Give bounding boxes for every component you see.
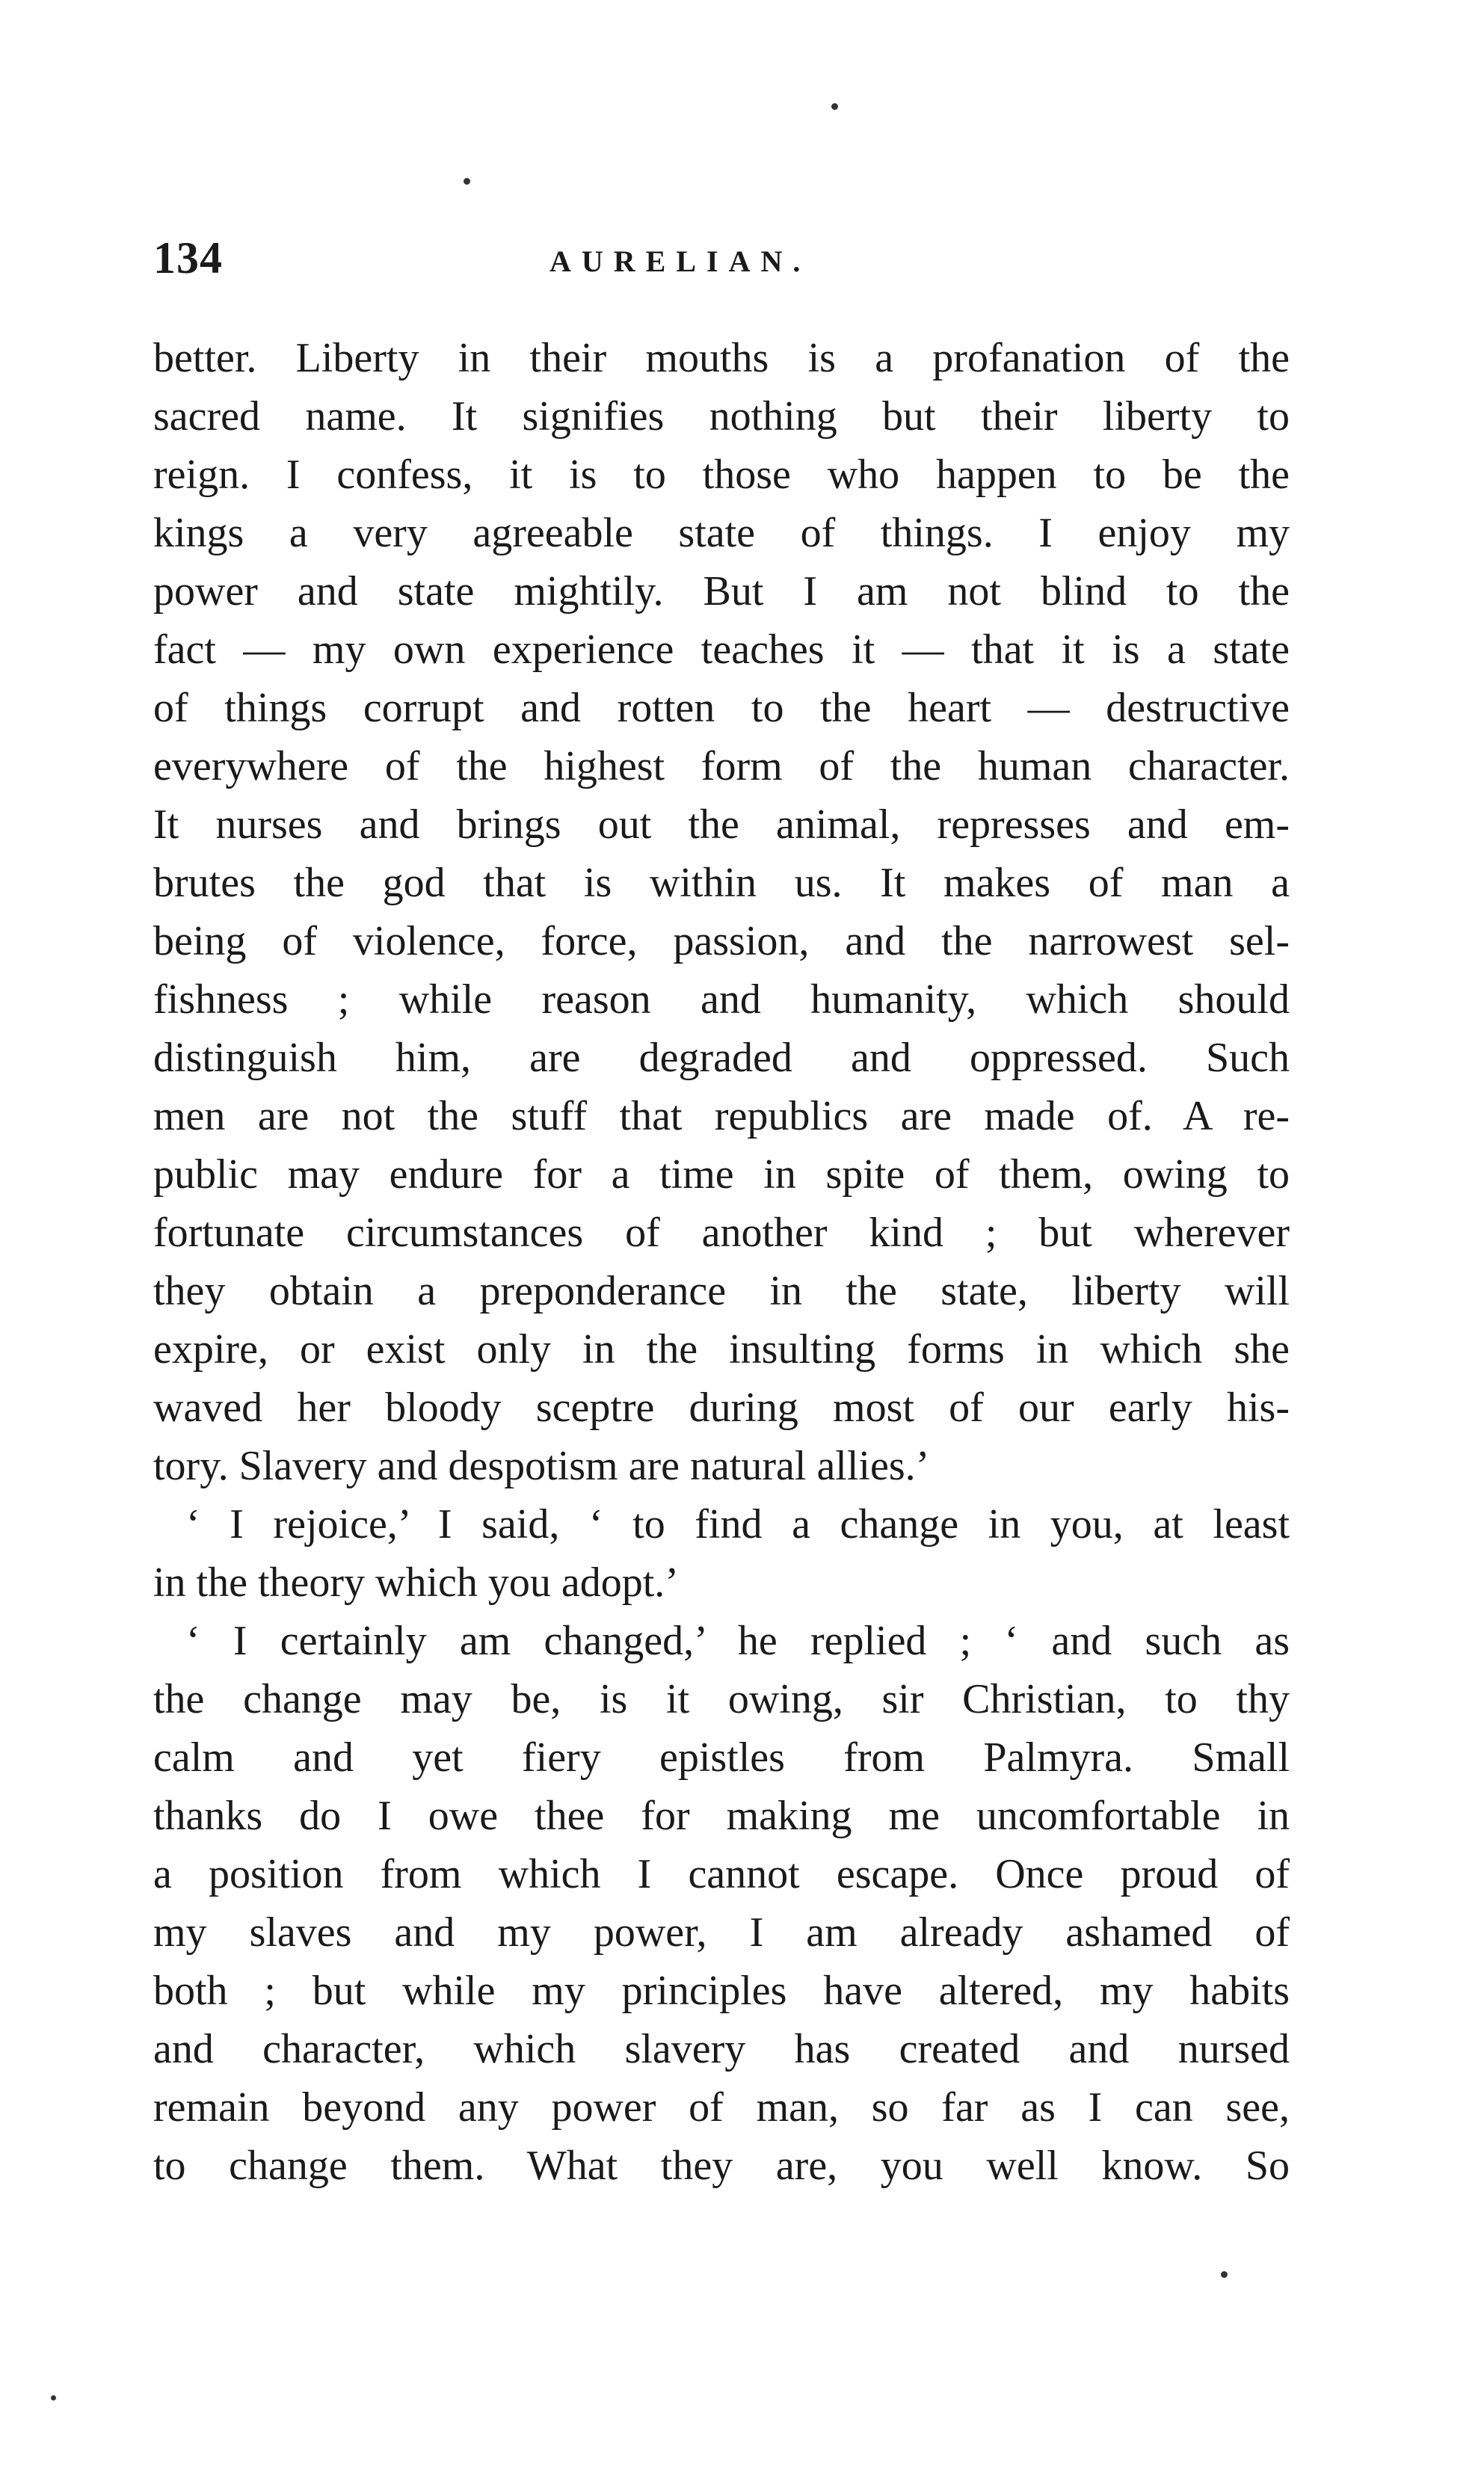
text-line: ‘ I certainly am changed,’ he replied ; ‘ and such as: [186, 1618, 1290, 1664]
text-line: they obtain a preponderance in the state, liberty will: [153, 1268, 1290, 1314]
text-line: sacred name. It signifies nothing but their liberty to: [153, 393, 1290, 440]
page-number: 134: [153, 233, 223, 283]
text-line: being of violence, force, passion, and the narrowest sel-: [153, 918, 1290, 964]
text-line: fishness ; while reason and humanity, which should: [153, 976, 1290, 1023]
text-line: calm and yet fiery epistles from Palmyra. Small: [153, 1734, 1290, 1781]
text-line: power and state mightily. But I am not blind to the: [153, 568, 1290, 615]
text-line: both ; but while my principles have altered, my habits: [153, 1968, 1290, 2014]
text-line: of things corrupt and rotten to the heart — destructive: [153, 685, 1290, 731]
body-text: [153, 329, 1290, 2195]
text-line: distinguish him, are degraded and oppressed. Such: [153, 1035, 1290, 1081]
scan-speck: [1221, 2271, 1228, 2278]
text-line: remain beyond any power of man, so far as I can see,: [153, 2084, 1290, 2131]
text-line: and character, which slavery has created and nursed: [153, 2026, 1290, 2072]
text-line: It nurses and brings out the animal, represses and em-: [153, 801, 1290, 848]
text-line: brutes the god that is within us. It makes of man a: [153, 860, 1290, 906]
page-header: [153, 224, 1290, 292]
scan-speck: [51, 2395, 56, 2401]
text-line: waved her bloody sceptre during most of our early his-: [153, 1385, 1290, 1431]
text-line: ‘ I rejoice,’ I said, ‘ to find a change in you, at least: [186, 1501, 1290, 1548]
text-line: to change them. What they are, you well know. So: [153, 2143, 1290, 2189]
text-line: the change may be, is it owing, sir Christian, to thy: [153, 1676, 1290, 1722]
text-line: fact — my own experience teaches it — that it is a state: [153, 626, 1290, 673]
text-line: men are not the stuff that republics are made of. A re-: [153, 1093, 1290, 1139]
text-line: thanks do I owe thee for making me uncomfortable in: [153, 1793, 1290, 1839]
text-line: fortunate circumstances of another kind ; but wherever: [153, 1210, 1290, 1256]
text-line: better. Liberty in their mouths is a profanation of the: [153, 335, 1290, 381]
text-line: reign. I confess, it is to those who happen to be the: [153, 452, 1290, 498]
text-line: in the theory which you adopt.’: [153, 1559, 679, 1606]
text-line: my slaves and my power, I am already ashamed of: [153, 1909, 1290, 1956]
scan-speck: [831, 103, 838, 110]
running-head: AURELIAN.: [549, 244, 811, 278]
text-line: tory. Slavery and despotism are natural allies.’: [153, 1443, 930, 1489]
text-line: a position from which I cannot escape. Once proud of: [153, 1851, 1290, 1897]
text-line: kings a very agreeable state of things. I enjoy my: [153, 510, 1290, 556]
text-line: public may endure for a time in spite of them, owing to: [153, 1151, 1290, 1198]
text-line: expire, or exist only in the insulting forms in which she: [153, 1326, 1290, 1373]
text-line: everywhere of the highest form of the human character.: [153, 743, 1290, 789]
scan-speck: [464, 178, 470, 185]
